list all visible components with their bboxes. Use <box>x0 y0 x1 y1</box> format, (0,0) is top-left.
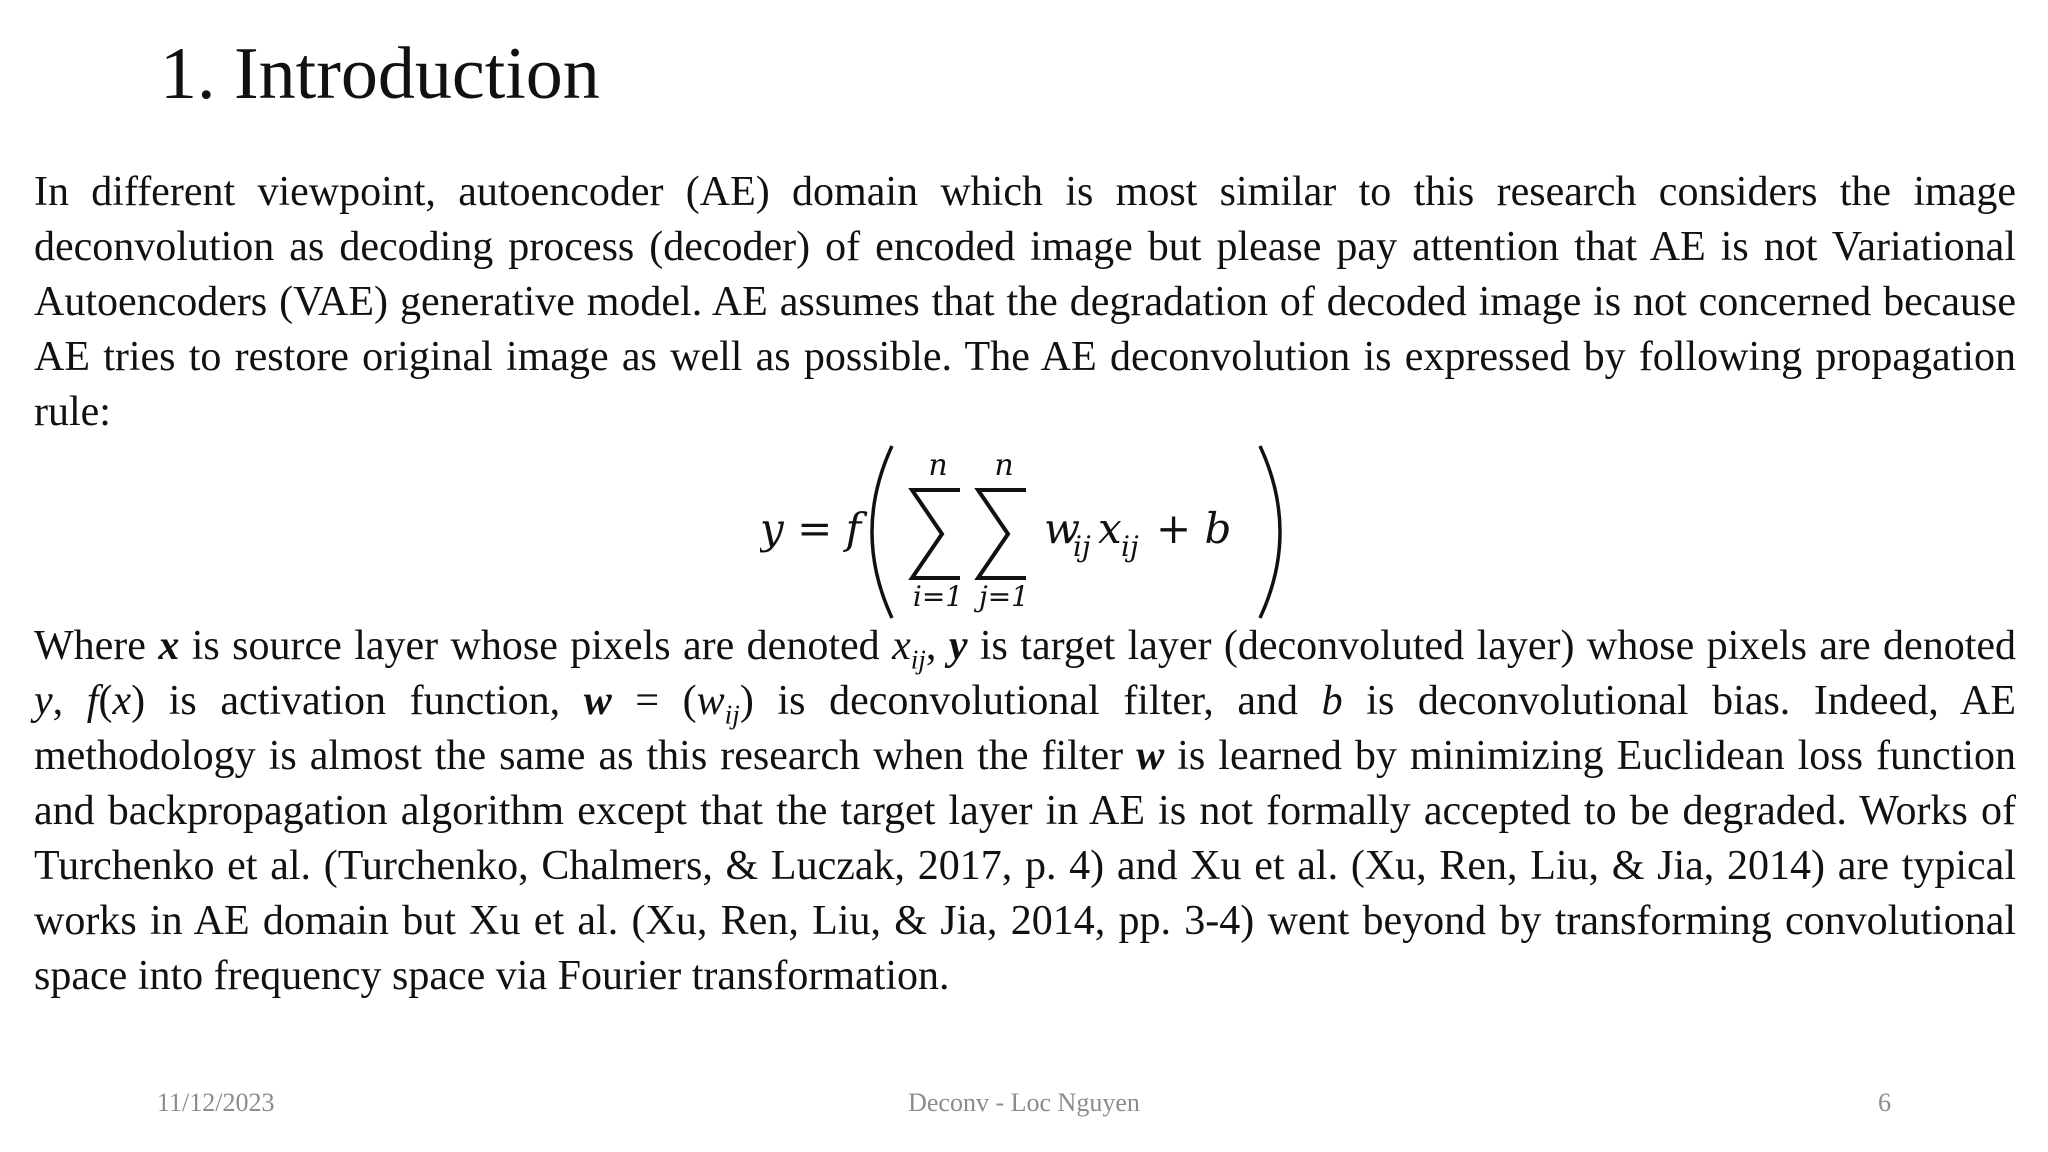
weight-term: w <box>1044 504 1080 553</box>
var-b: b <box>1321 678 1343 724</box>
footer-title: Deconv - Loc Nguyen <box>908 1088 1140 1117</box>
var-w-bold: w <box>583 678 612 724</box>
intro-paragraph: In different viewpoint, autoencoder (AE) domain which is most similar to this research considers the image deconvolution as decoding process (decoder) of encoded image but please pay attention that AE is not Variational Autoencoders (VAE) generative model. AE assumes that the degradation of decoded image is not concerned because AE tries to restore original image as well as possible. The AE deconvolution is expressed by following propagation rule: <box>34 169 2016 435</box>
propagation-equation <box>760 442 1300 622</box>
var-w-ij: w <box>696 678 725 724</box>
equation-graphic <box>760 442 1300 622</box>
right-paren <box>1260 446 1280 618</box>
input-sub: ij <box>1121 530 1139 563</box>
input-term: x <box>1098 504 1122 553</box>
sum-lower-2: j=1 <box>979 580 1029 613</box>
sum-lower-1: i=1 <box>912 580 964 613</box>
equation-lhs: y = f <box>760 504 862 553</box>
explanation-paragraph: Where x is source layer whose pixels are denoted $x_{ij}$, y is target layer (deconvoluted layer) whose pixels are denoted y, f(x) is activation function, $w = (w_{ij})$ is deconvolutional filter, and b is deconvolutional bias. Indeed, AE methodology is almost the same as this research when the filter w is learned by minimizing Euclidean loss function and backpropagation algorithm except that the target layer in AE is not formally accepted to be degraded. Works of Turchenko et al. (Turchenko, Chalmers, & Luczak, 2017, p. 4) and Xu et al. (Xu, Ren, Liu, & Jia, 2014) are typical works in AE domain but Xu et al. (Xu, Ren, Liu, & Jia, 2014, pp. 3-4) went beyond by transforming convolutional space into frequency space via Fourier transformation. <box>34 623 2017 999</box>
left-paren <box>872 446 892 618</box>
slide-title: 1. Introduction <box>160 33 600 115</box>
var-f: f <box>86 678 99 724</box>
footer-page-number: 6 <box>1878 1088 1891 1117</box>
sum-upper-2: n <box>994 448 1014 483</box>
sigma-2 <box>978 490 1026 578</box>
var-y-bold: y <box>948 623 968 669</box>
sigma-1 <box>912 490 960 578</box>
var-x-bold: x <box>158 623 180 669</box>
bias-term: + b <box>1156 504 1232 553</box>
footer-date: 11/12/2023 <box>157 1088 275 1117</box>
var-y: y <box>34 678 53 724</box>
var-x-ij: x <box>892 623 911 669</box>
var-w-bold-2: w <box>1136 733 1165 779</box>
sum-upper-1: n <box>928 448 948 483</box>
weight-sub: ij <box>1073 530 1091 563</box>
